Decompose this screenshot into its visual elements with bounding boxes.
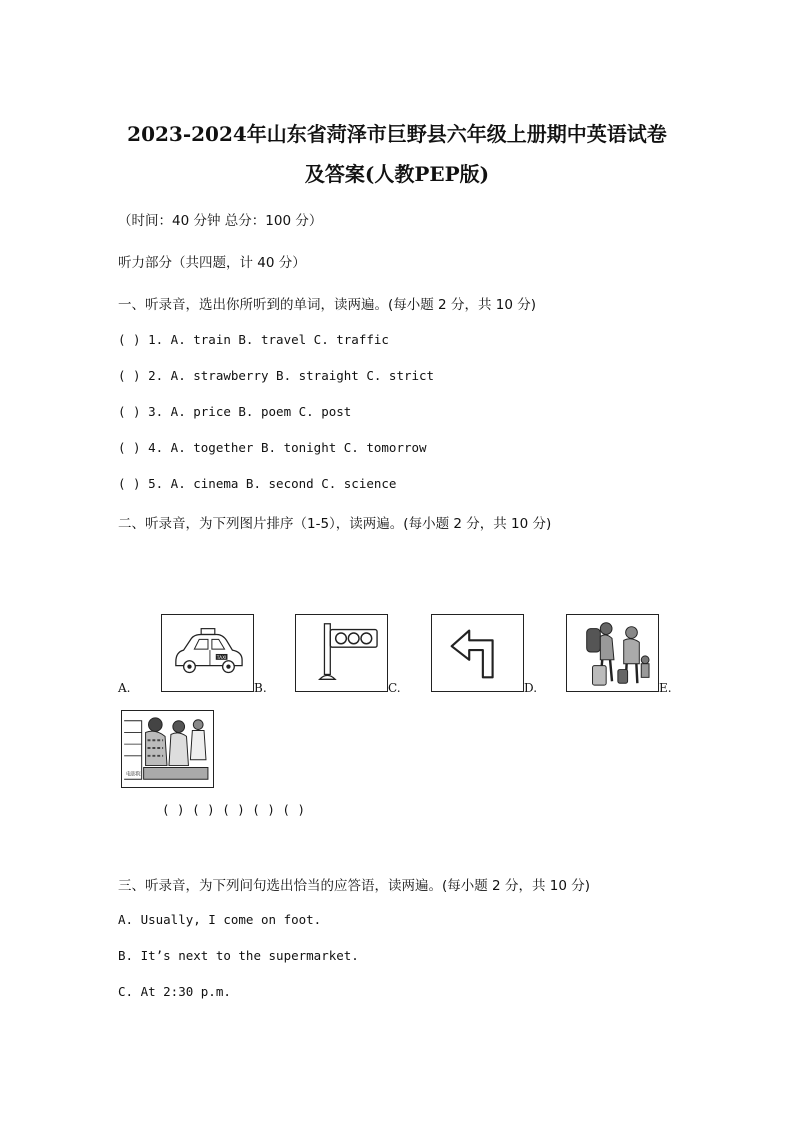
picture-label-b: B. bbox=[254, 681, 267, 695]
section3-heading: 三、听录音，为下列问句选出恰当的应答语，读两遍。(每小题 2 分，共 10 分) bbox=[118, 878, 590, 894]
picture-label-d: D. bbox=[524, 681, 538, 695]
question-item: ( ) 1. A. train B. travel C. traffic bbox=[118, 332, 389, 347]
turn-left-picture bbox=[431, 614, 524, 692]
picture-label-e: E. bbox=[659, 681, 672, 695]
cinema-caption: 电影院 bbox=[126, 771, 141, 778]
page-title: 2023-2024年山东省菏泽市巨野县六年级上册期中英语试卷 bbox=[127, 122, 667, 146]
listening-part-heading: 听力部分（共四题，计 40 分） bbox=[118, 255, 306, 271]
cinema-picture bbox=[121, 710, 214, 788]
picture-label-a: A. bbox=[118, 681, 131, 695]
taxi-icon bbox=[162, 615, 253, 691]
cinema-icon bbox=[122, 711, 213, 787]
traffic-light-picture bbox=[295, 614, 388, 692]
response-option: A. Usually, I come on foot. bbox=[118, 912, 322, 927]
traffic-light-icon bbox=[296, 615, 387, 691]
response-option: C. At 2:30 p.m. bbox=[118, 984, 231, 999]
response-option: B. It’s next to the supermarket. bbox=[118, 948, 359, 963]
page-subtitle: 及答案(人教PEP版) bbox=[304, 162, 490, 186]
question-item: ( ) 5. A. cinema B. second C. science bbox=[118, 476, 397, 491]
turn-left-sign-icon bbox=[432, 615, 523, 691]
answer-blanks: ( ) ( ) ( ) ( ) ( ) bbox=[162, 802, 305, 817]
section1-heading: 一、听录音，选出你所听到的单词，读两遍。(每小题 2 分，共 10 分) bbox=[118, 297, 536, 313]
taxi-picture bbox=[161, 614, 254, 692]
section2-heading: 二、听录音，为下列图片排序（1-5），读两遍。(每小题 2 分，共 10 分) bbox=[118, 516, 552, 532]
question-item: ( ) 4. A. together B. tonight C. tomorrow bbox=[118, 440, 427, 455]
question-item: ( ) 2. A. strawberry B. straight C. strict bbox=[118, 368, 435, 383]
picture-label-c: C. bbox=[388, 681, 401, 695]
travelers-icon bbox=[567, 615, 658, 691]
travelers-picture bbox=[566, 614, 659, 692]
question-item: ( ) 3. A. price B. poem C. post bbox=[118, 404, 352, 419]
taxi-sign: TAXI bbox=[216, 655, 227, 661]
time-info: （时间：40 分钟 总分：100 分） bbox=[118, 213, 323, 229]
